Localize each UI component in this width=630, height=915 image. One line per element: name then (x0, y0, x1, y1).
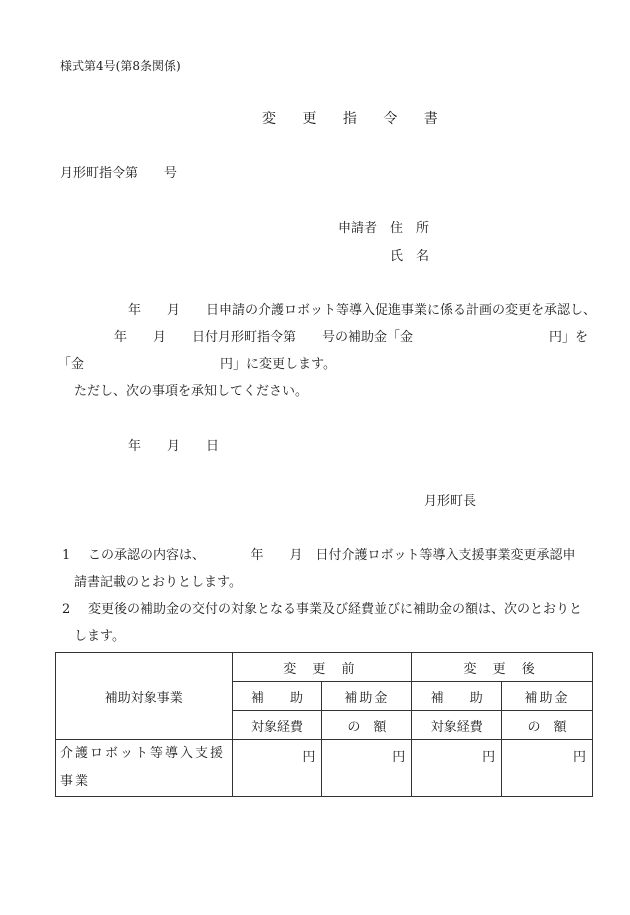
body-line-2a: 年 月 日付月形町指令第 号の補助金「金 (114, 330, 414, 345)
header-after-amount-bottom: の 額 (502, 711, 593, 740)
body-line-4: ただし、次の事項を承知してください。 (74, 384, 309, 399)
before-cost-value: 円 (232, 740, 322, 797)
applicant-address-label: 申請者 住 所 (338, 221, 430, 236)
header-after-amount-top: 補助金 (502, 682, 593, 711)
header-project: 補助対象事業 (56, 653, 233, 740)
form-number: 様式第4号(第8条関係) (60, 59, 181, 73)
header-before-cost-top: 補 助 (232, 682, 322, 711)
row-project-label-1: 介護ロボット等導入支援 (60, 746, 226, 761)
after-cost-value: 円 (412, 740, 502, 797)
body-line-1: 年 月 日申請の介護ロボット等導入促進事業に係る計画の変更を承認し、 (128, 303, 597, 318)
row-project-label (56, 740, 233, 797)
item-2-line-2: します。 (74, 629, 125, 644)
item-2-number: 2 (62, 602, 71, 617)
row-project-label-2: 事業 (60, 774, 91, 789)
applicant-name-label: 氏 名 (390, 249, 430, 264)
header-before-cost-bottom: 対象経費 (232, 711, 322, 740)
signer: 月形町長 (424, 494, 477, 509)
after-amount-value: 円 (502, 740, 593, 797)
document-title: 変 更 指 令 書 (262, 111, 449, 127)
body-line-2b: 円」を (549, 330, 589, 345)
before-amount-value: 円 (322, 740, 412, 797)
reference-number: 月形町指令第 号 (60, 166, 178, 181)
item-2-line-1: 変更後の補助金の交付の対象となる事業及び経費並びに補助金の額は、次のとおりと (88, 602, 583, 617)
item-1-line-1: この承認の内容は、 年 月 日付介護ロボット等導入支援事業変更承認申 (88, 548, 576, 563)
header-before-amount-bottom: の 額 (322, 711, 412, 740)
header-after-cost-bottom: 対象経費 (412, 711, 502, 740)
header-after-cost-top: 補 助 (412, 682, 502, 711)
body-line-3b: 円」に変更します。 (220, 357, 336, 372)
header-after: 変 更 後 (412, 653, 593, 682)
body-line-3a: 「金 (58, 357, 85, 372)
header-before-amount-top: 補助金 (322, 682, 412, 711)
item-1-number: 1 (62, 548, 71, 563)
item-1-line-2: 請書記載のとおりとします。 (74, 575, 242, 590)
subsidy-table (55, 652, 593, 797)
header-before: 変 更 前 (232, 653, 412, 682)
date-line: 年 月 日 (128, 439, 220, 454)
